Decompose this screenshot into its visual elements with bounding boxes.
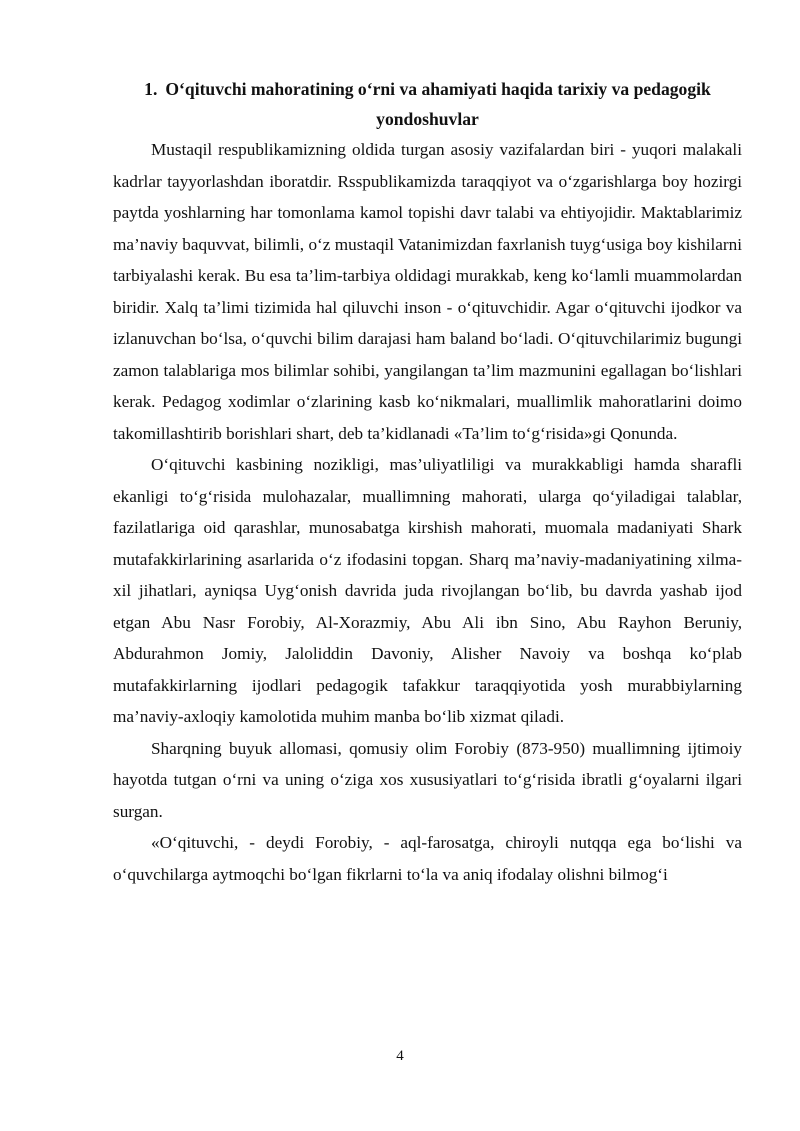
page-number: 4 xyxy=(396,1048,404,1064)
paragraph: Mustaqil respublikamizning oldida turgan asosiy vazifalardan biri - yuqori malakali kadrlar tayyorlashdan iboratdir. Rsspublikamizda taraqqiyot va o‘zgarishlarga boy hozirgi paytda yoshlarning har tomonlama kamol topishi davr talabi va ehtiyojidir. Maktablarimiz ma’naviy baquvvat, bilimli, o‘z mustaqil Vatanimizdan faxrlanish tuyg‘usiga boy kishilarni tarbiyalashi kerak. Bu esa ta’lim-tarbiya oldidagi murakkab, keng ko‘lamli muammolardan biridir. Xalq ta’limi tizimida hal qiluvchi inson - o‘qituvchidir. Agar o‘qituvchi ijodkor va izlanuvchan bo‘lsa, o‘quvchi bilim darajasi ham baland bo‘ladi. O‘qituvchilarimiz bugungi zamon talablariga mos bilimlar sohibi, yangilangan ta’lim mazmunini egallagan bo‘lishlari kerak. Pedagog xodimlar o‘zlarining kasb ko‘nikmalari, muallimlik mahoratlarini doimo takomillashtirib borishlari shart, deb ta’kidlanadi «Ta’lim to‘g‘risida»gi Qonunda. xyxy=(113,140,742,443)
paragraph: Sharqning buyuk allomasi, qomusiy olim Forobiy (873-950) muallimning ijtimoiy hayotda tutgan o‘rni va uning o‘ziga xos xususiyatlari to‘g‘risida ibratli g‘oyalarni ilgari surgan. xyxy=(113,738,742,821)
section-heading xyxy=(113,74,742,134)
paragraph: O‘qituvchi kasbining nozikligi, mas’uliyatliligi va murakkabligi hamda sharafli ekanligi to‘g‘risida mulohazalar, muallimning mahorati, ularga qo‘yiladigai talablar, fazilatlariga oid qarashlar, munosabatga kirshish mahorati, muomala madaniyati Shark mutafakkirlarining asarlarida o‘z ifodasini topgan. Sharq ma’naviy-madaniyatining xilma-xil jihatlari, ayniqsa Uyg‘onish davrida juda rivojlangan bo‘lib, bu davrda yashab ijod etgan Abu Nasr Forobiy, Al-Xorazmiy, Abu Ali ibn Sino, Abu Rayhon Beruniy, Abdurahmon Jomiy, Jaloliddin Davoniy, Alisher Navoiy va boshqa ko‘plab mutafakkirlarning ijodlari pedagogik tafakkur taraqqiyotida yosh murabbiylarning ma’naviy-axloqiy kamolotida muhim manba bo‘lib xizmat qiladi. xyxy=(113,455,742,726)
paragraph: «O‘qituvchi, - deydi Forobiy, - aql-farosatga, chiroyli nutqqa ega bo‘lishi va o‘quvchilarga aytmoqchi bo‘lgan fikrlarni to‘la va aniq ifodalay olishni bilmog‘i xyxy=(113,833,742,884)
document-page xyxy=(113,74,742,890)
section-number: 1. xyxy=(144,79,158,99)
section-title: O‘qituvchi mahoratining o‘rni va ahamiyati haqida tarixiy va pedagogik yondoshuvlar xyxy=(165,79,711,129)
